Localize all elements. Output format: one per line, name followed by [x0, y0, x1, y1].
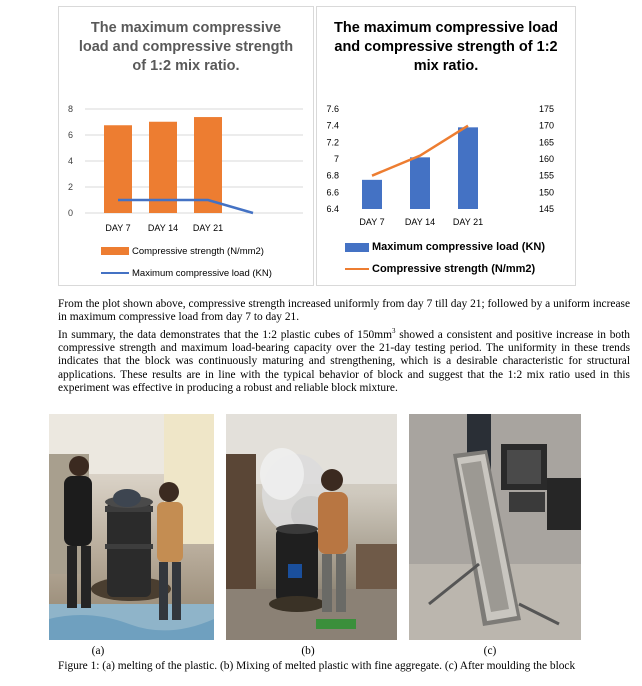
right-bar [458, 127, 478, 209]
paragraph-2-rest: showed a consistent and positive increase in both compressive strength and maximum load-bearing capacity over the 21-day testing period. The uniformity in these trends indicates that the block was continuously maturing and strengthening, which is a desirable characteristic for structural applications. These results are in line with the typical behavior of block and suggest that the 1:2 mix ratio used in this experiment was effective in producing a robust and reliable block mixture. [58, 328, 630, 395]
right-legend-line-label: Compressive strength (N/mm2) [372, 263, 536, 275]
right-y-right-tick-label: 175 [539, 104, 555, 114]
left-y-tick-label: 2 [67, 182, 73, 192]
right-y-left-tick-label: 7.4 [326, 120, 339, 131]
figure-caption: Figure 1: (a) melting of the plastic. (b) Mixing of melted plastic with fine aggregate. (c) After moulding the block [58, 660, 576, 672]
right-y-right-tick-label: 155 [539, 170, 555, 181]
right-x-tick-label: DAY 14 [404, 217, 436, 227]
figure-label-c: (c) [483, 645, 497, 657]
right-legend-bar-item [345, 239, 545, 255]
right-chart-legend [345, 239, 545, 283]
right-y-left-tick-label: 6.6 [326, 187, 339, 198]
right-chart-panel [316, 6, 576, 286]
left-series-line [118, 200, 253, 213]
right-legend-bar-label: Maximum compressive load (KN) [372, 241, 545, 253]
figure-label-a: (a) [91, 645, 105, 657]
photo-mixing-plastic [226, 414, 397, 640]
paragraph-2-superscript: 3 [391, 326, 396, 335]
right-bar [362, 180, 382, 209]
paragraph-2 [58, 325, 630, 396]
left-y-tick-label: 8 [67, 104, 73, 114]
right-y-left-tick-label: 6.4 [326, 204, 339, 214]
right-y-right-tick-label: 145 [539, 204, 555, 214]
photo-a-illustration [49, 414, 214, 640]
body-text [58, 298, 630, 396]
left-x-tick-label: DAY 14 [147, 223, 179, 233]
photo-moulded-block [409, 414, 581, 640]
left-legend-bar-swatch [101, 247, 129, 255]
left-legend-bar-item [101, 243, 272, 259]
left-chart-panel [58, 6, 314, 286]
left-chart-legend [101, 243, 272, 287]
right-x-tick-label: DAY 21 [452, 217, 484, 227]
right-y-right-tick-label: 170 [539, 120, 555, 131]
right-y-left-tick-label: 7.2 [326, 137, 339, 148]
right-y-left-tick-label: 7 [333, 154, 339, 164]
left-legend-line-label: Maximum compressive load (KN) [132, 267, 272, 279]
right-chart-title: The maximum compressive load and compressive strength of 1:2 mix ratio. [333, 20, 559, 74]
left-chart-title: The maximum compressive load and compressive strength of 1:2 mix ratio. [78, 20, 294, 74]
left-bar [194, 117, 222, 213]
left-y-tick-label: 6 [67, 130, 73, 140]
photo-c-illustration [409, 414, 581, 640]
right-x-tick-label: DAY 7 [359, 217, 385, 227]
paragraph-1: From the plot shown above, compressive strength increased uniformly from day 7 till day 21; followed by a uniform increase in maximum compressive load from day 7 to day 21. [58, 298, 630, 324]
right-y-right-tick-label: 160 [539, 154, 555, 164]
right-y-left-tick-label: 7.6 [326, 104, 339, 114]
right-bar [410, 157, 430, 209]
left-legend-line-item [101, 265, 272, 281]
right-y-left-tick-label: 6.8 [326, 170, 339, 181]
right-y-right-tick-label: 150 [539, 187, 555, 198]
photo-melting-plastic [49, 414, 214, 640]
right-legend-line-item [345, 261, 545, 277]
left-y-tick-label: 0 [67, 208, 73, 218]
paragraph-2-start: In summary, the data demonstrates that the 1:2 plastic cubes of 150mm [58, 328, 392, 341]
figure-label-b: (b) [301, 645, 315, 657]
left-x-tick-label: DAY 21 [192, 223, 224, 233]
left-legend-line-swatch [101, 272, 129, 275]
right-y-right-tick-label: 165 [539, 137, 555, 148]
left-legend-bar-label: Compressive strength (N/mm2) [132, 245, 264, 257]
photo-b-illustration [226, 414, 397, 640]
left-y-tick-label: 4 [67, 156, 73, 166]
right-legend-line-swatch [345, 268, 369, 271]
right-legend-bar-swatch [345, 243, 369, 252]
left-x-tick-label: DAY 7 [105, 223, 131, 233]
